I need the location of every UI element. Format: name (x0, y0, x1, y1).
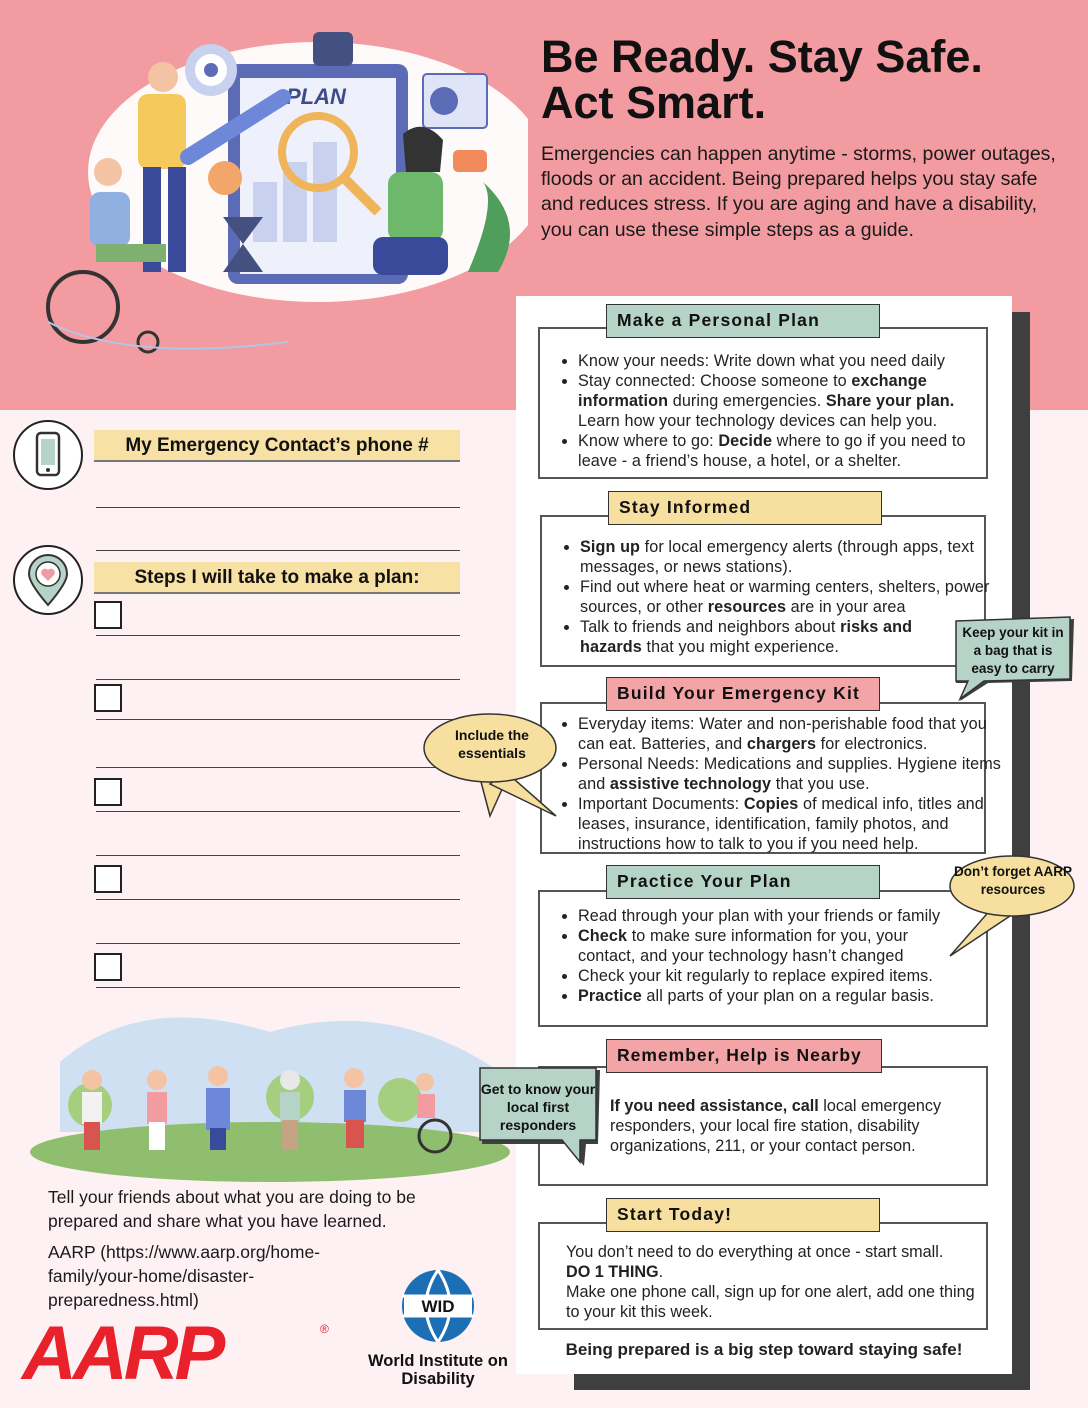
list-item: • Practice all parts of your plan on a regular basis. (578, 986, 990, 1006)
steps-label: Steps I will take to make a plan: (94, 562, 460, 594)
step-checkbox-4[interactable] (94, 865, 122, 893)
planning-illustration (28, 22, 528, 392)
step-checkbox-3[interactable] (94, 778, 122, 806)
step-checkbox-1[interactable] (94, 601, 122, 629)
stay-informed-box (540, 515, 990, 667)
personal-plan-title: Make a Personal Plan (606, 304, 880, 338)
list-item: • Read through your plan with your friends or family (578, 906, 990, 926)
registered-mark: ® (320, 1322, 329, 1336)
emergency-contact-label: My Emergency Contact’s phone # (94, 430, 460, 462)
stay-informed-title: Stay Informed (608, 491, 882, 525)
footer-tagline: Being prepared is a big step toward staying safe! (565, 1340, 963, 1359)
essentials-bubble-text: Include the essentials (455, 727, 529, 761)
community-illustration (30, 1002, 510, 1182)
start-today-box (538, 1222, 988, 1330)
wid-name: World Institute on Disability (368, 1352, 508, 1388)
step-checkbox-2[interactable] (94, 684, 122, 712)
responders-bubble-text: Get to know your local first responders (480, 1081, 596, 1133)
phone-icon (13, 420, 83, 490)
help-nearby-text: If you need assistance, call local emergency responders, your local fire station, disability organizations, 211, or your contact person. (610, 1097, 942, 1155)
step-line[interactable] (96, 719, 460, 720)
list-item: • Check to make sure information for you, your contact, and your technology hasn’t changed (578, 926, 948, 966)
list-item: • Find out where heat or warming centers, shelters, power sources, or other resources are in your area (580, 577, 992, 617)
speech-bubble-essentials (420, 708, 566, 820)
step-checkbox-5[interactable] (94, 953, 122, 981)
step-line[interactable] (96, 767, 460, 768)
list-item: • Know your needs: Write down what you need daily (578, 351, 988, 371)
wid-globe-logo (400, 1268, 476, 1344)
step-line[interactable] (96, 855, 460, 856)
share-text: Tell your friends about what you are doing to be prepared and share what you have learned. (48, 1187, 416, 1231)
aarp-url-link[interactable]: AARP (https://www.aarp.org/home-family/your-home/disaster-preparedness.html) (48, 1242, 321, 1310)
start-today-text: You don’t need to do everything at once - start small. DO 1 THING. Make one phone call, sign up for one alert, add one thing to your kit this week. (566, 1243, 975, 1321)
help-nearby-title: Remember, Help is Nearby (606, 1039, 882, 1073)
list-item: • Everyday items: Water and non-perishable food that you can eat. Batteries, and chargers for electronics. (578, 714, 1002, 754)
contact-line-2[interactable] (96, 550, 460, 551)
clipboard-plan-word: PLAN (286, 84, 346, 109)
list-item: • Sign up for local emergency alerts (through apps, text messages, or news stations). (580, 537, 992, 577)
page-title: Be Ready. Stay Safe. Act Smart. (541, 31, 983, 128)
kit-bag-bubble-text: Keep your kit in a bag that is easy to carry (962, 625, 1064, 676)
list-item: • Personal Needs: Medications and supplies. Hygiene items and assistive technology that you use. (578, 754, 1002, 794)
list-item: • Important Documents: Copies of medical info, titles and leases, insurance, identification, family photos, and instructions how to talk to you if you need help. (578, 794, 1002, 854)
intro-paragraph: Emergencies can happen anytime - storms, power outages, floods or an accident. Being prepared helps you stay safe and reduces stress. If you are aging and have a disability, you can use these simple steps as a guide. (541, 143, 1056, 241)
step-line[interactable] (96, 635, 460, 636)
contact-line-1[interactable] (96, 507, 460, 508)
emergency-kit-box (540, 702, 1001, 854)
aarp-resources-bubble-text: Don’t forget AARP resources (954, 864, 1072, 897)
step-line[interactable] (96, 987, 460, 988)
personal-plan-box (538, 327, 988, 479)
step-line[interactable] (96, 899, 460, 900)
list-item: • Stay connected: Choose someone to exchange information during emergencies. Share your plan. Learn how your technology devices can help you. (578, 371, 988, 431)
step-line[interactable] (96, 679, 460, 680)
list-item: • Know where to go: Decide where to go if you need to leave - a friend’s house, a hotel, or a shelter. (578, 431, 988, 471)
practice-plan-box (538, 890, 988, 1027)
list-item: • Check your kit regularly to replace expired items. (578, 966, 990, 986)
practice-plan-title: Practice Your Plan (606, 865, 880, 899)
step-line[interactable] (96, 943, 460, 944)
emergency-kit-title: Build Your Emergency Kit (606, 677, 880, 711)
step-line[interactable] (96, 811, 460, 812)
help-nearby-box (538, 1066, 988, 1186)
start-today-title: Start Today! (606, 1198, 880, 1232)
aarp-logo: AARP (22, 1311, 222, 1396)
wid-logo-text: WID (421, 1297, 455, 1316)
location-heart-icon (13, 545, 83, 615)
list-item: • Talk to friends and neighbors about risks and hazards that you might experience. (580, 617, 940, 657)
